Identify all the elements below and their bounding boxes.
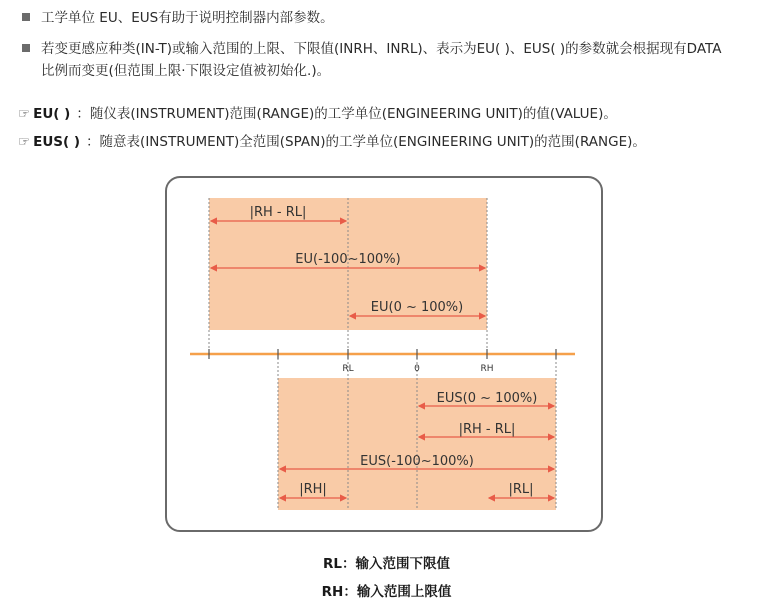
bullet-2-text: 若变更感应种类(IN-T)或输入范围的上限、下限值(INRH、INRL)、表示为EU( )、EUS( )的参数就会根据现有DATA <box>41 41 722 57</box>
note-eus <box>18 131 646 153</box>
tick-label-rh: RH <box>480 364 494 374</box>
note-eus-term: EUS( ) <box>33 134 81 150</box>
note-eu-term: EU( ) <box>33 106 71 122</box>
legend-rl-desc: ：输入范围下限值 <box>342 556 450 572</box>
label-eus-full: EUS(-100~100%) <box>360 454 474 469</box>
legend-rh <box>0 580 773 600</box>
label-rh: |RH| <box>299 482 327 497</box>
tick-label-zero: 0 <box>414 364 420 374</box>
tick-label-rl: RL <box>342 364 354 374</box>
legend-rl <box>0 552 773 572</box>
bullet-1 <box>22 7 334 29</box>
note-eu <box>18 103 617 125</box>
legend-rh-key: RH <box>321 584 344 600</box>
pointing-hand-icon: ☞ <box>18 134 31 150</box>
pointing-hand-icon: ☞ <box>18 106 31 122</box>
bullet-1-text: 工学单位 EU、EUS有助于说明控制器内部参数。 <box>41 10 334 26</box>
square-bullet-icon <box>22 13 30 21</box>
legend-rl-key: RL <box>323 556 342 572</box>
label-eu-full: EU(-100~100%) <box>295 252 401 267</box>
legend-rh-desc: ：输入范围上限值 <box>343 584 452 600</box>
eu-eus-diagram <box>165 176 605 536</box>
note-eus-text: ：随意表(INSTRUMENT)全范围(SPAN)的工学单位(ENGINEERING UNIT)的范围(RANGE)。 <box>86 134 646 150</box>
label-eu-half: EU(0 ~ 100%) <box>370 300 464 315</box>
label-rl: |RL| <box>508 482 534 497</box>
label-rh-rl-lower: |RH - RL| <box>458 422 516 437</box>
square-bullet-icon <box>22 44 30 52</box>
note-eu-text: ：随仪表(INSTRUMENT)范围(RANGE)的工学单位(ENGINEERING UNIT)的值(VALUE)。 <box>76 106 617 122</box>
bullet-2-continuation: 比例而变更(但范围上限·下限设定值被初始化.)。 <box>41 63 331 79</box>
label-eus-half: EUS(0 ~ 100%) <box>436 391 538 406</box>
bullet-2 <box>22 38 721 60</box>
label-rh-rl-upper: |RH - RL| <box>249 205 307 220</box>
